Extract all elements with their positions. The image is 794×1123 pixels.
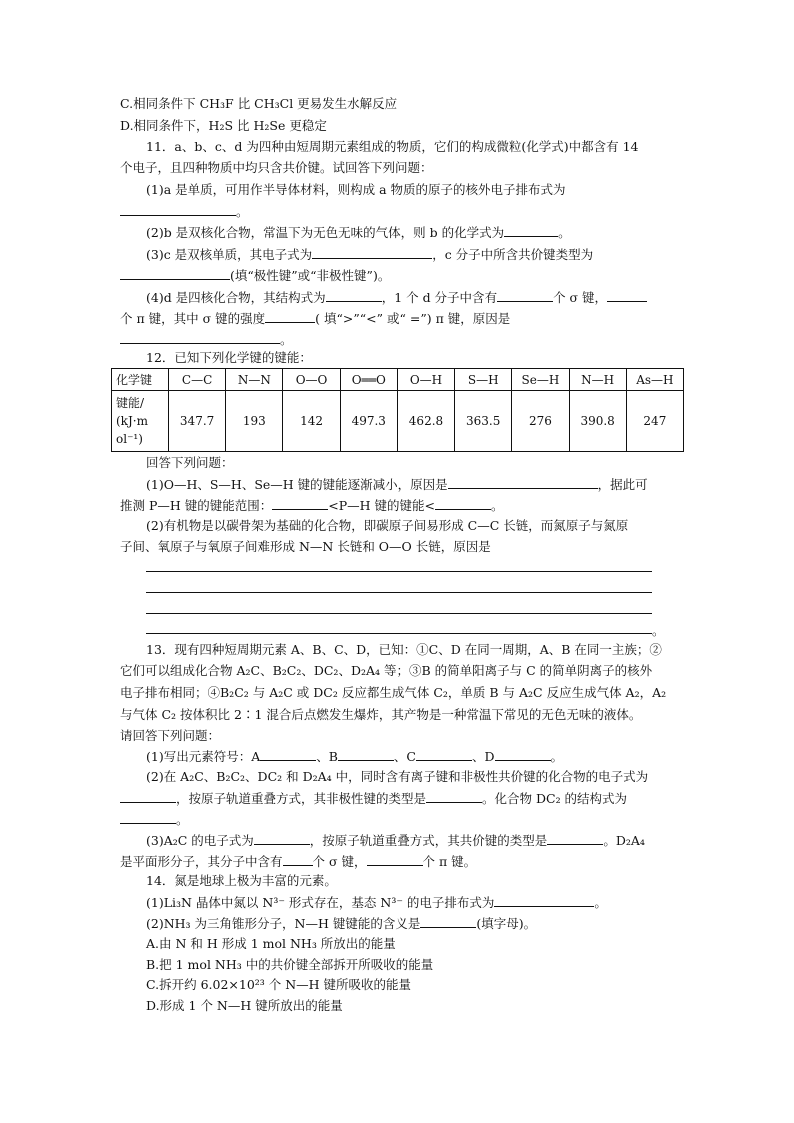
- bond-energy-table: [111, 368, 684, 452]
- answer-blank[interactable]: [283, 851, 313, 866]
- answer-blank[interactable]: [416, 746, 472, 761]
- q12-part2-cont: 子间、氧原子与氧原子间难形成 N—N 长链和 O—O 长链，原因是: [120, 539, 491, 554]
- q13-part1: (1)写出元素符号：A 、B 、C 、D 。: [146, 746, 563, 766]
- answer-blank[interactable]: [426, 788, 482, 803]
- table-header-cell: 化学键: [112, 369, 169, 391]
- q11-part1: (1)a 是单质，可用作半导体材料，则构成 a 物质的原子的核外电子排布式为: [146, 182, 566, 197]
- answer-blank[interactable]: [435, 495, 491, 510]
- q13-stem-2: 它们可以组成化合物 A₂C、B₂C₂、DC₂、D₂A₄ 等；③B 的简单阳离子与 C 的简单阴离子的核外: [120, 663, 653, 678]
- energy-cell: 276: [512, 391, 569, 452]
- bond-cell: O—O: [283, 369, 340, 391]
- q13-stem-5: 请回答下列问题：: [120, 728, 221, 743]
- energy-cell: 497.3: [340, 391, 397, 452]
- q14-option-a: A.由 N 和 H 形成 1 mol NH₃ 所放出的能量: [146, 936, 396, 951]
- answer-blank[interactable]: [120, 809, 176, 824]
- q11-part4-cont: 个 π 键，其中 σ 键的强度 ( 填“>”“<” 或“ =”) π 键，原因是: [120, 308, 510, 328]
- energy-cell: 347.7: [169, 391, 226, 452]
- q11-stem-1: 11．a、b、c、d 为四种由短周期元素组成的物质，它们的构成微粒(化学式)中都含有 14: [146, 139, 639, 154]
- q14-part2: (2)NH₃ 为三角锥形分子，N—H 键键能的含义是 (填字母)。: [146, 913, 536, 933]
- q13-part2-end: 。: [120, 809, 189, 829]
- q11-part3: (3)c 是双核单质，其电子式为 ，c 分子中所含共价键类型为: [146, 244, 593, 264]
- answer-blank[interactable]: [272, 495, 328, 510]
- bond-cell: Se—H: [512, 369, 569, 391]
- answer-blank[interactable]: [495, 746, 551, 761]
- answer-blank[interactable]: [367, 851, 423, 866]
- answer-line[interactable]: [146, 633, 652, 634]
- q11-part2: (2)b 是双核化合物，常温下为无色无味的气体，则 b 的化学式为 。: [146, 222, 571, 242]
- bond-cell: As—H: [626, 369, 683, 391]
- q12-part1: (1)O—H、S—H、Se—H 键的键能逐渐减小，原因是 ，据此可: [146, 474, 648, 494]
- answer-blank[interactable]: [420, 913, 476, 928]
- answer-blank[interactable]: [547, 830, 603, 845]
- answer-blank[interactable]: [326, 287, 382, 302]
- q11-stem-2: 个电子，且四种物质中均只含共价键。试回答下列问题：: [120, 160, 433, 175]
- bond-cell: N—H: [569, 369, 626, 391]
- option-c-line: C.相同条件下 CH₃F 比 CH₃Cl 更易发生水解反应: [120, 96, 398, 111]
- table-row: [112, 391, 684, 452]
- energy-cell: 193: [226, 391, 283, 452]
- q11-part1-answer: 。: [120, 201, 249, 221]
- q13-stem-4: 与气体 C₂ 按体积比 2∶1 混合后点燃发生爆炸，其产物是一种常温下常见的无色无味的液体。: [120, 707, 642, 722]
- q11-part4-end: 。: [120, 329, 293, 349]
- answer-line[interactable]: [146, 613, 652, 614]
- energy-cell: 363.5: [455, 391, 512, 452]
- answer-blank[interactable]: [120, 265, 230, 280]
- q13-stem-1: 13．现有四种短周期元素 A、B、C、D，已知：①C、D 在同一周期，A、B 在同一主族；②: [146, 642, 662, 657]
- answer-end-mark: 。: [652, 623, 665, 638]
- q14-part1: (1)Li₃N 晶体中氮以 N³⁻ 形式存在，基态 N³⁻ 的电子排布式为 。: [146, 892, 607, 912]
- answer-line[interactable]: [146, 592, 652, 593]
- option-d-line: D.相同条件下，H₂S 比 H₂Se 更稳定: [120, 118, 327, 133]
- bond-cell: S—H: [455, 369, 512, 391]
- q14-stem: 14．氮是地球上极为丰富的元素。: [146, 873, 337, 888]
- answer-blank[interactable]: [494, 892, 594, 907]
- q13-part2: (2)在 A₂C、B₂C₂、DC₂ 和 D₂A₄ 中，同时含有离子键和非极性共价键的化合物的电子式为: [146, 769, 649, 784]
- energy-cell: 142: [283, 391, 340, 452]
- q13-part3-cont: 是平面形分子，其分子中含有 个 σ 键， 个 π 键。: [120, 851, 476, 871]
- bond-cell: C—C: [169, 369, 226, 391]
- answer-blank[interactable]: [312, 244, 432, 259]
- bond-cell: O══O: [340, 369, 397, 391]
- energy-cell: 462.8: [397, 391, 454, 452]
- q14-option-d: D.形成 1 个 N—H 键所放出的能量: [146, 998, 343, 1013]
- answer-blank[interactable]: [254, 830, 310, 845]
- q12-part1-cont: 推测 P—H 键的键能范围： <P—H 键的键能< 。: [120, 495, 504, 515]
- q14-option-b: B.把 1 mol NH₃ 中的共价键全部拆开所吸收的能量: [146, 957, 434, 972]
- answer-blank[interactable]: [504, 222, 558, 237]
- q12-answer-prompt: 回答下列问题：: [146, 455, 234, 470]
- bond-cell: O—H: [397, 369, 454, 391]
- answer-blank[interactable]: [448, 474, 598, 489]
- q11-part3-cont: (填“极性键”或“非极性键”)。: [120, 265, 390, 285]
- q12-stem: 12．已知下列化学键的键能：: [146, 350, 312, 365]
- q12-part2: (2)有机物是以碳骨架为基础的化合物，即碳原子间易形成 C—C 长链，而氮原子与氮原: [146, 518, 629, 533]
- q13-stem-3: 电子排布相同；④B₂C₂ 与 A₂C 或 DC₂ 反应都生成气体 C₂，单质 B 与 A₂C 反应生成气体 A₂，A₂: [120, 685, 667, 700]
- answer-blank[interactable]: [607, 287, 647, 302]
- answer-blank[interactable]: [120, 201, 236, 216]
- q13-part2-cont: ，按原子轨道重叠方式，其非极性键的类型是 。化合物 DC₂ 的结构式为: [120, 788, 627, 808]
- table-header-cell: 键能/ (kJ·m ol⁻¹): [112, 391, 169, 452]
- q11-part4: (4)d 是四核化合物，其结构式为 ，1 个 d 分子中含有 个 σ 键，: [146, 287, 647, 307]
- table-row: [112, 369, 684, 391]
- energy-cell: 390.8: [569, 391, 626, 452]
- answer-blank[interactable]: [265, 308, 315, 323]
- answer-blank[interactable]: [497, 287, 553, 302]
- q14-option-c: C.拆开约 6.02×10²³ 个 N—H 键所吸收的能量: [146, 977, 412, 992]
- answer-blank[interactable]: [260, 746, 316, 761]
- q13-part3: (3)A₂C 的电子式为 ，按原子轨道重叠方式，其共价键的类型是 。D₂A₄: [146, 830, 645, 850]
- answer-blank[interactable]: [120, 329, 280, 344]
- answer-line[interactable]: [146, 571, 652, 572]
- answer-blank[interactable]: [338, 746, 394, 761]
- energy-cell: 247: [626, 391, 683, 452]
- answer-blank[interactable]: [120, 788, 176, 803]
- bond-cell: N—N: [226, 369, 283, 391]
